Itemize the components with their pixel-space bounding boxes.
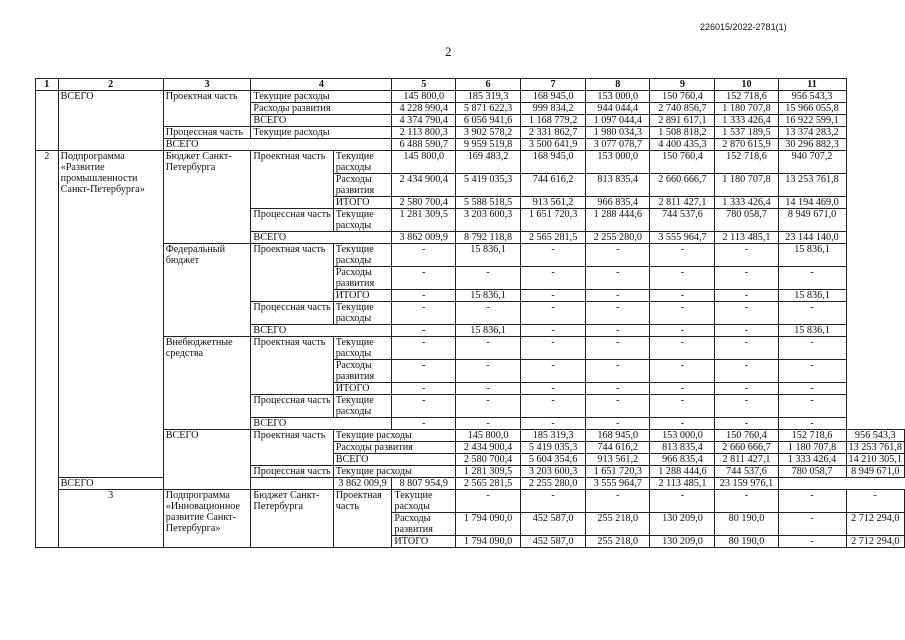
value-cell: 145 800,0	[392, 151, 456, 174]
table-row	[36, 151, 905, 174]
value-cell: -	[456, 360, 521, 383]
funding-source: Бюджет Санкт-Петербурга	[251, 490, 333, 548]
value-cell: 13 253 761,8	[846, 442, 904, 454]
value-cell: -	[521, 490, 586, 513]
value-cell: 2 811 427,1	[650, 197, 715, 209]
section-title: Подпрограмма «Развитие промышленности Санкт-Петербурга»	[58, 151, 163, 478]
value-cell: -	[456, 383, 521, 395]
value-cell: -	[521, 325, 586, 337]
value-cell: 2 565 281,5	[521, 232, 586, 244]
value-cell: 2 870 615,9	[715, 139, 778, 151]
value-cell: 13 253 761,8	[778, 174, 846, 197]
col-header: 7	[521, 79, 586, 91]
value-cell: 130 209,0	[650, 513, 715, 536]
cell: Текущие расходы	[333, 209, 392, 232]
value-cell: 152 718,6	[778, 430, 846, 442]
value-cell: -	[392, 325, 456, 337]
cell: Процессная часть	[251, 395, 333, 418]
value-cell: 999 834,2	[521, 103, 586, 115]
value-cell: -	[392, 395, 456, 418]
value-cell: 8 792 118,8	[456, 232, 521, 244]
table-row	[36, 430, 905, 442]
value-cell: 966 835,4	[650, 454, 715, 466]
value-cell: 169 483,2	[456, 151, 521, 174]
value-cell: 145 800,0	[456, 430, 521, 442]
cell: ВСЕГО	[163, 139, 392, 151]
table-row	[36, 127, 905, 139]
cell: Расходы развития	[392, 513, 456, 536]
value-cell: -	[846, 490, 904, 513]
value-cell: 152 718,6	[715, 91, 778, 103]
cell: Проектная часть	[251, 244, 333, 302]
cell: Процессная часть	[251, 209, 333, 232]
value-cell: 2 740 856,7	[650, 103, 715, 115]
value-cell: 780 058,7	[778, 466, 846, 478]
value-cell: 913 561,2	[521, 197, 586, 209]
value-cell: 2 580 700,4	[456, 454, 521, 466]
value-cell: 913 561,2	[586, 454, 650, 466]
value-cell: 150 760,4	[650, 91, 715, 103]
value-cell: 150 760,4	[715, 430, 778, 442]
value-cell: 2 660 666,7	[715, 442, 778, 454]
value-cell: -	[392, 267, 456, 290]
value-cell: 1 651 720,3	[586, 466, 650, 478]
value-cell: -	[392, 302, 456, 325]
value-cell: 152 718,6	[715, 151, 778, 174]
cell: Проектная часть	[251, 337, 333, 395]
col-header: 10	[715, 79, 778, 91]
value-cell: 2 434 900,4	[392, 174, 456, 197]
value-cell: 2 811 427,1	[715, 454, 778, 466]
value-cell: 8 807 954,9	[392, 478, 456, 490]
cell: Текущие расходы	[333, 302, 392, 325]
value-cell: 5 419 035,3	[456, 174, 521, 197]
value-cell: 1 794 090,0	[456, 536, 521, 548]
col-header: 1	[36, 79, 59, 91]
document-id: 226015/2022-2781(1)	[700, 22, 787, 32]
value-cell: 452 587,0	[521, 513, 586, 536]
value-cell: 944 044,4	[586, 103, 650, 115]
cell: Проектная часть	[333, 490, 392, 548]
value-cell: 5 588 518,5	[456, 197, 521, 209]
value-cell: 744 616,2	[521, 174, 586, 197]
value-cell: 153 000,0	[586, 151, 650, 174]
col-header: 5	[392, 79, 456, 91]
value-cell: 3 203 600,3	[456, 209, 521, 232]
value-cell: -	[715, 302, 778, 325]
value-cell: 2 113 800,3	[392, 127, 456, 139]
value-cell: -	[456, 267, 521, 290]
value-cell: -	[456, 337, 521, 360]
value-cell: 1 281 309,5	[456, 466, 521, 478]
value-cell: 6 488 590,7	[392, 139, 456, 151]
value-cell: 2 113 485,1	[715, 232, 778, 244]
value-cell: 452 587,0	[521, 536, 586, 548]
value-cell: 3 203 600,3	[521, 466, 586, 478]
funding-source: Внебюджетные средства	[163, 337, 251, 430]
value-cell: -	[715, 337, 778, 360]
value-cell: 1 333 426,4	[715, 197, 778, 209]
cell: ИТОГО	[333, 383, 392, 395]
value-cell: 2 565 281,5	[456, 478, 521, 490]
value-cell: -	[650, 337, 715, 360]
table-row	[36, 490, 905, 513]
row-title: ВСЕГО	[163, 430, 251, 490]
value-cell: 744 537,6	[650, 209, 715, 232]
value-cell: -	[586, 490, 650, 513]
value-cell: 15 836,1	[456, 325, 521, 337]
value-cell: 1 180 707,8	[715, 174, 778, 197]
value-cell: -	[521, 383, 586, 395]
cell: Текущие расходы	[333, 337, 392, 360]
value-cell: 153 000,0	[586, 91, 650, 103]
value-cell: -	[586, 395, 650, 418]
value-cell: 15 966 055,8	[778, 103, 846, 115]
value-cell: 966 835,4	[586, 197, 650, 209]
cell: Текущие расходы	[251, 127, 392, 139]
value-cell: 145 800,0	[392, 91, 456, 103]
cell: Расходы развития	[333, 360, 392, 383]
value-cell: 956 543,3	[778, 91, 846, 103]
value-cell: -	[778, 267, 846, 290]
value-cell: -	[650, 302, 715, 325]
table-row	[36, 244, 905, 267]
cell: Процессная часть	[163, 127, 251, 139]
cell: ИТОГО	[392, 536, 456, 548]
value-cell: 1 980 034,3	[586, 127, 650, 139]
value-cell: -	[778, 395, 846, 418]
value-cell: -	[715, 244, 778, 267]
value-cell: -	[778, 302, 846, 325]
funding-source: Федеральный бюджет	[163, 244, 251, 337]
value-cell: 1 288 444,6	[650, 466, 715, 478]
value-cell: -	[521, 337, 586, 360]
value-cell: 5 871 622,3	[456, 103, 521, 115]
value-cell: -	[521, 244, 586, 267]
value-cell: 2 331 862,7	[521, 127, 586, 139]
value-cell: 168 945,0	[521, 91, 586, 103]
value-cell: 15 836,1	[778, 244, 846, 267]
value-cell: -	[586, 418, 650, 430]
value-cell: -	[715, 490, 778, 513]
cell: ВСЕГО	[251, 325, 392, 337]
value-cell: 1 537 189,5	[715, 127, 778, 139]
cell: ИТОГО	[333, 290, 392, 302]
value-cell: 2 891 617,1	[650, 115, 715, 127]
value-cell: -	[650, 490, 715, 513]
table-row	[36, 139, 905, 151]
value-cell: -	[650, 267, 715, 290]
value-cell: 9 959 519,8	[456, 139, 521, 151]
value-cell: -	[586, 337, 650, 360]
cell: Текущие расходы	[251, 91, 392, 103]
value-cell: 2 255 280,0	[521, 478, 586, 490]
value-cell: -	[392, 360, 456, 383]
value-cell: -	[650, 244, 715, 267]
section-number: 2	[36, 151, 59, 548]
value-cell: -	[521, 418, 586, 430]
value-cell: -	[586, 290, 650, 302]
value-cell: 255 218,0	[586, 536, 650, 548]
budget-table	[35, 78, 905, 548]
cell: ИТОГО	[333, 197, 392, 209]
funding-source: Бюджет Санкт-Петербурга	[163, 151, 251, 244]
value-cell: 3 500 641,9	[521, 139, 586, 151]
cell: Процессная часть	[251, 302, 333, 325]
cell: Текущие расходы	[333, 151, 392, 174]
value-cell: -	[715, 325, 778, 337]
value-cell: 2 712 294,0	[846, 536, 904, 548]
value-cell: 4 400 435,3	[650, 139, 715, 151]
value-cell: 16 922 599,1	[778, 115, 846, 127]
value-cell: 4 228 990,4	[392, 103, 456, 115]
value-cell: 8 949 671,0	[778, 209, 846, 232]
table-row	[36, 337, 905, 360]
value-cell: 255 218,0	[586, 513, 650, 536]
cell: Проектная часть	[251, 430, 333, 466]
value-cell: 1 508 818,2	[650, 127, 715, 139]
value-cell: 168 945,0	[586, 430, 650, 442]
value-cell: 1 180 707,8	[778, 442, 846, 454]
value-cell: 1 288 444,6	[586, 209, 650, 232]
col-header: 11	[778, 79, 846, 91]
value-cell: -	[521, 290, 586, 302]
value-cell: 80 190,0	[715, 536, 778, 548]
value-cell: 23 144 140,0	[778, 232, 846, 244]
value-cell: 2 113 485,1	[650, 478, 715, 490]
cell: Проектная часть	[163, 91, 251, 127]
col-header: 6	[456, 79, 521, 91]
cell: ВСЕГО	[333, 454, 455, 466]
cell: Текущие расходы	[333, 466, 455, 478]
value-cell: 3 555 964,7	[650, 232, 715, 244]
value-cell: 1 651 720,3	[521, 209, 586, 232]
value-cell: -	[778, 360, 846, 383]
value-cell: -	[392, 337, 456, 360]
cell: Текущие расходы	[333, 395, 392, 418]
value-cell: -	[456, 302, 521, 325]
value-cell: 5 419 035,3	[521, 442, 586, 454]
value-cell: 2 255 280,0	[586, 232, 650, 244]
value-cell: 168 945,0	[521, 151, 586, 174]
table-row	[36, 91, 905, 103]
value-cell: 956 543,3	[846, 430, 904, 442]
col-header: 3	[163, 79, 251, 91]
value-cell: -	[392, 383, 456, 395]
value-cell: 15 836,1	[778, 325, 846, 337]
value-cell: 744 537,6	[715, 466, 778, 478]
value-cell: 3 902 578,2	[456, 127, 521, 139]
cell: ВСЕГО	[251, 115, 392, 127]
value-cell: 6 056 941,6	[456, 115, 521, 127]
value-cell: -	[778, 536, 846, 548]
value-cell: -	[586, 244, 650, 267]
value-cell: -	[715, 290, 778, 302]
page-number: 2	[445, 44, 452, 59]
value-cell: -	[715, 267, 778, 290]
value-cell: -	[586, 325, 650, 337]
table-row	[36, 478, 905, 490]
value-cell: -	[650, 360, 715, 383]
value-cell: 15 836,1	[778, 290, 846, 302]
value-cell: -	[715, 360, 778, 383]
value-cell: -	[521, 302, 586, 325]
cell: ВСЕГО	[251, 418, 392, 430]
value-cell: 1 794 090,0	[456, 513, 521, 536]
value-cell: -	[650, 325, 715, 337]
col-header: 2	[58, 79, 163, 91]
value-cell: 3 555 964,7	[586, 478, 650, 490]
section-title: Подпрограмма «Инновационное развитие Санкт-Петербурга»	[163, 490, 251, 548]
value-cell: -	[521, 395, 586, 418]
value-cell: 3 862 009,9	[333, 478, 392, 490]
cell: Процессная часть	[251, 466, 333, 478]
value-cell: 8 949 671,0	[846, 466, 904, 478]
value-cell: 1 097 044,4	[586, 115, 650, 127]
table-row	[36, 79, 905, 91]
value-cell: 2 660 666,7	[650, 174, 715, 197]
cell: Текущие расходы	[333, 430, 455, 442]
value-cell: 3 862 009,9	[392, 232, 456, 244]
row-title: ВСЕГО	[58, 91, 163, 151]
value-cell: -	[392, 290, 456, 302]
row-num	[36, 91, 59, 151]
value-cell: -	[521, 360, 586, 383]
cell: Расходы развития	[251, 103, 392, 115]
value-cell: 30 296 882,3	[778, 139, 846, 151]
cell: Расходы развития	[333, 267, 392, 290]
value-cell: 1 180 707,8	[715, 103, 778, 115]
value-cell: -	[392, 418, 456, 430]
value-cell: -	[715, 418, 778, 430]
value-cell: -	[392, 244, 456, 267]
value-cell: -	[650, 395, 715, 418]
value-cell: 2 434 900,4	[456, 442, 521, 454]
value-cell: 130 209,0	[650, 536, 715, 548]
value-cell: -	[586, 302, 650, 325]
value-cell: 150 760,4	[650, 151, 715, 174]
value-cell: -	[715, 395, 778, 418]
cell: ВСЕГО	[58, 478, 333, 490]
value-cell: 15 836,1	[456, 244, 521, 267]
value-cell: -	[715, 383, 778, 395]
value-cell: 780 058,7	[715, 209, 778, 232]
value-cell: -	[521, 267, 586, 290]
value-cell: -	[586, 383, 650, 395]
value-cell: 1 281 309,5	[392, 209, 456, 232]
value-cell: -	[778, 513, 846, 536]
value-cell: -	[650, 383, 715, 395]
col-header: 9	[650, 79, 715, 91]
value-cell: 185 319,3	[521, 430, 586, 442]
value-cell: 1 168 779,2	[521, 115, 586, 127]
value-cell: -	[586, 267, 650, 290]
value-cell: 940 707,2	[778, 151, 846, 174]
value-cell: -	[778, 490, 846, 513]
value-cell: 80 190,0	[715, 513, 778, 536]
value-cell: -	[650, 290, 715, 302]
value-cell: -	[456, 395, 521, 418]
value-cell: -	[650, 418, 715, 430]
value-cell: -	[778, 383, 846, 395]
value-cell: 15 836,1	[456, 290, 521, 302]
value-cell: 1 333 426,4	[715, 115, 778, 127]
value-cell: 813 835,4	[586, 174, 650, 197]
value-cell: 2 712 294,0	[846, 513, 904, 536]
cell: Проектная часть	[251, 151, 333, 209]
cell: Расходы развития	[333, 174, 392, 197]
value-cell: 185 319,3	[456, 91, 521, 103]
section-number: 3	[58, 490, 163, 548]
value-cell: 153 000,0	[650, 430, 715, 442]
value-cell: -	[778, 337, 846, 360]
value-cell: 4 374 790,4	[392, 115, 456, 127]
value-cell: 13 374 283,2	[778, 127, 846, 139]
value-cell: 813 835,4	[650, 442, 715, 454]
value-cell: 23 159 976,1	[715, 478, 778, 490]
col-header: 4	[251, 79, 392, 91]
cell: Текущие расходы	[392, 490, 456, 513]
value-cell: 2 580 700,4	[392, 197, 456, 209]
cell: Расходы развития	[333, 442, 455, 454]
value-cell: -	[456, 418, 521, 430]
value-cell: -	[456, 490, 521, 513]
value-cell: -	[586, 360, 650, 383]
value-cell: -	[778, 418, 846, 430]
value-cell: 1 333 426,4	[778, 454, 846, 466]
value-cell: 5 604 354,6	[521, 454, 586, 466]
value-cell: 3 077 078,7	[586, 139, 650, 151]
cell: ВСЕГО	[251, 232, 392, 244]
value-cell: 744 616,2	[586, 442, 650, 454]
value-cell: 14 210 305,1	[846, 454, 904, 466]
cell: Текущие расходы	[333, 244, 392, 267]
col-header: 8	[586, 79, 650, 91]
value-cell: 14 194 469,0	[778, 197, 846, 209]
